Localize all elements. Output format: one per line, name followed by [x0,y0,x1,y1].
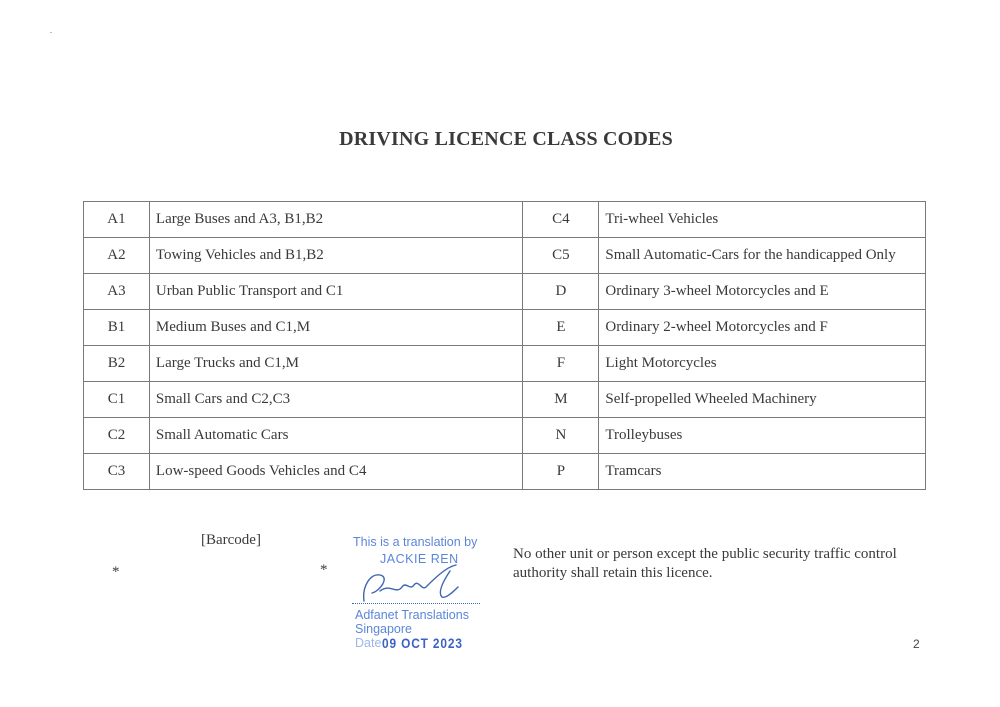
translation-stamp [350,533,490,655]
class-description-cell: Self-propelled Wheeled Machinery [599,382,926,418]
table-row [84,418,926,454]
barcode-star-left: * [112,564,120,580]
barcode-label: [Barcode] [201,532,261,548]
class-code-cell: B1 [84,310,150,346]
table-row [84,238,926,274]
class-codes-table [83,201,926,490]
class-description-cell: Small Cars and C2,C3 [149,382,523,418]
table-row [84,382,926,418]
stamp-city: Singapore [355,622,412,636]
table-row [84,274,926,310]
class-description-cell: Urban Public Transport and C1 [149,274,523,310]
stamp-company: Adfanet Translations [355,608,469,622]
class-description-cell: Medium Buses and C1,M [149,310,523,346]
class-description-cell: Tri-wheel Vehicles [599,202,926,238]
retention-notice: No other unit or person except the public security traffic control authority shall retain this licence. [513,546,897,581]
class-description-cell: Small Automatic Cars [149,418,523,454]
class-codes-body [84,202,926,490]
barcode-star-right: * [320,562,328,578]
class-code-cell: N [523,418,599,454]
class-description-cell: Trolleybuses [599,418,926,454]
class-code-cell: B2 [84,346,150,382]
class-code-cell: M [523,382,599,418]
stamp-translation-line: This is a translation by [353,535,478,549]
class-description-cell: Light Motorcycles [599,346,926,382]
class-code-cell: P [523,454,599,490]
page-number: 2 [913,637,920,651]
class-description-cell: Towing Vehicles and B1,B2 [149,238,523,274]
class-code-cell: C1 [84,382,150,418]
class-code-cell: C2 [84,418,150,454]
stamp-signature-line [352,603,480,604]
class-description-cell: Low-speed Goods Vehicles and C4 [149,454,523,490]
scan-speck [50,32,52,33]
class-code-cell: C4 [523,202,599,238]
class-code-cell: E [523,310,599,346]
class-description-cell: Large Buses and A3, B1,B2 [149,202,523,238]
class-code-cell: A2 [84,238,150,274]
table-row [84,310,926,346]
class-code-cell: D [523,274,599,310]
class-description-cell: Ordinary 2-wheel Motorcycles and F [599,310,926,346]
class-description-cell: Large Trucks and C1,M [149,346,523,382]
class-description-cell: Small Automatic-Cars for the handicapped Only [599,238,926,274]
stamp-date-label: Date [355,636,382,650]
class-code-cell: A1 [84,202,150,238]
document-title: DRIVING LICENCE CLASS CODES [339,128,673,150]
handwritten-signature-icon [350,561,480,605]
table-row [84,454,926,490]
class-description-cell: Ordinary 3-wheel Motorcycles and E [599,274,926,310]
stamp-date: 09 OCT 2023 [382,635,463,651]
class-code-cell: F [523,346,599,382]
class-code-cell: A3 [84,274,150,310]
table-row [84,346,926,382]
class-code-cell: C5 [523,238,599,274]
class-description-cell: Tramcars [599,454,926,490]
class-code-cell: C3 [84,454,150,490]
table-row [84,202,926,238]
stamp-translator-name: JACKIE REN [380,552,459,566]
